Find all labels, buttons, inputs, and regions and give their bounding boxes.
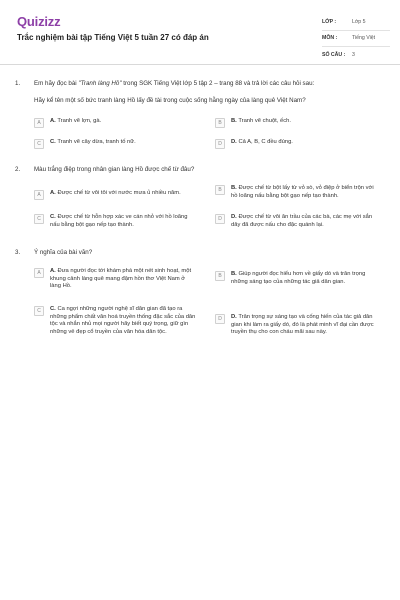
header-divider [0,64,400,65]
story-title: "Tranh làng Hồ" [78,80,122,87]
meta-value: Lớp 5 [352,18,366,25]
option-text: B. Giúp người đọc hiểu hơn về giấy dó và trân trọng những sáng tạo của những tác giả dân gian. [231,271,366,285]
option-a[interactable] [34,190,196,200]
meta-label: SỐ CÂU : [322,51,346,58]
question-text: Màu trắng điệp trong nhân gian làng Hồ được chế từ đâu? [34,166,195,173]
meta-row-grade [322,14,390,31]
meta-value: 3 [352,51,355,58]
option-text: B. Tranh vẽ chuột, ếch. [231,118,291,124]
option-letter-box: D [215,214,225,224]
option-letter-box: B [215,271,225,281]
option-text: C. Ca ngợi những người nghệ sĩ dân gian đã tạo ra những phẩm chất văn hoá truyền thống đặc sắc của dân tộc và nhắn nhủ mọi người hãy biết quý trọng, giữ gìn những vẻ đẹp cổ truyền của văn hóa dân tộc. [50,306,196,335]
option-letter-box: D [215,314,225,324]
option-c[interactable] [34,139,196,149]
meta-row-subject [322,31,390,48]
option-letter-box: B [215,185,225,195]
question-subtext: Hãy kể tên một số bức tranh làng Hồ lấy đề tài trong cuộc sống hằng ngày của làng quê Việt Nam? [34,97,306,104]
question-text: Em hãy đọc bài "Tranh làng Hồ" trong SGK Tiếng Việt lớp 5 tập 2 – trang 88 và trả lời các câu hỏi sau: [34,80,315,87]
meta-value: Tiếng Việt [352,35,376,42]
option-d[interactable] [215,314,377,337]
option-c[interactable] [34,306,196,336]
option-d[interactable] [215,214,377,229]
option-letter-box: A [34,190,44,200]
option-d[interactable] [215,139,377,149]
option-c[interactable] [34,214,196,229]
option-text: D. Trân trọng sự sáng tạo và cống hiến của tác giả dân gian khi làm ra giấy dó, đó là phát minh vĩ đại cần được truyền thụ cho con cháu mãi sau này. [231,314,374,336]
option-b[interactable] [215,118,377,128]
option-text: A. Tranh vẽ lợn, gà. [50,118,102,124]
option-text: A. Đưa người đọc tới khám phá một nét sinh hoạt, một khung cảnh làng quê mang đậm hồn thơ Việt Nam ở làng Hồ. [50,268,192,290]
question-number: 3. [15,249,21,256]
question-3 [15,249,387,379]
option-letter-box: B [215,118,225,128]
option-text: C. Được chế từ hỗn hợp xác ve cán nhỏ với hồ loãng nấu bằng bột gạo nếp tạo thành. [50,214,188,228]
meta-label: MÔN : [322,35,338,42]
question-1 [15,80,387,160]
option-text: D. Được chế từ vôi ăn trầu của các bà, các mẹ với sắn dây đã được nấu cho đặc quánh lại. [231,214,373,228]
option-letter-box: D [215,139,225,149]
option-letter-box: A [34,268,44,278]
option-text: B. Được chế từ bột lấy từ vỏ sò, vỏ điệp ở biển trộn với hồ loãng nấu bằng bột gạo nếp tạo thành. [231,185,374,199]
meta-label: LỚP : [322,18,337,25]
option-b[interactable] [215,271,377,286]
option-b[interactable] [215,185,377,200]
quizizz-logo: Quizizz [17,14,61,29]
option-text: C. Tranh vẽ cây dừa, tranh tố nữ. [50,139,136,145]
question-number: 2. [15,166,21,173]
option-letter-box: C [34,214,44,224]
option-letter-box: A [34,118,44,128]
question-text: Ý nghĩa của bài văn? [34,249,93,256]
option-letter-box: C [34,306,44,316]
page-title: Trắc nghiệm bài tập Tiếng Việt 5 tuần 27 có đáp án [17,33,209,42]
option-letter-box: C [34,139,44,149]
option-text: A. Được chế từ vôi tôi với nước mưa ủ nhiều năm. [50,190,181,196]
meta-row-count [322,47,390,63]
option-a[interactable] [34,268,196,291]
question-number: 1. [15,80,21,87]
option-text: D. Cả A, B, C đều đúng. [231,139,293,145]
meta-table [322,14,390,63]
question-2 [15,166,387,246]
option-a[interactable] [34,118,196,128]
